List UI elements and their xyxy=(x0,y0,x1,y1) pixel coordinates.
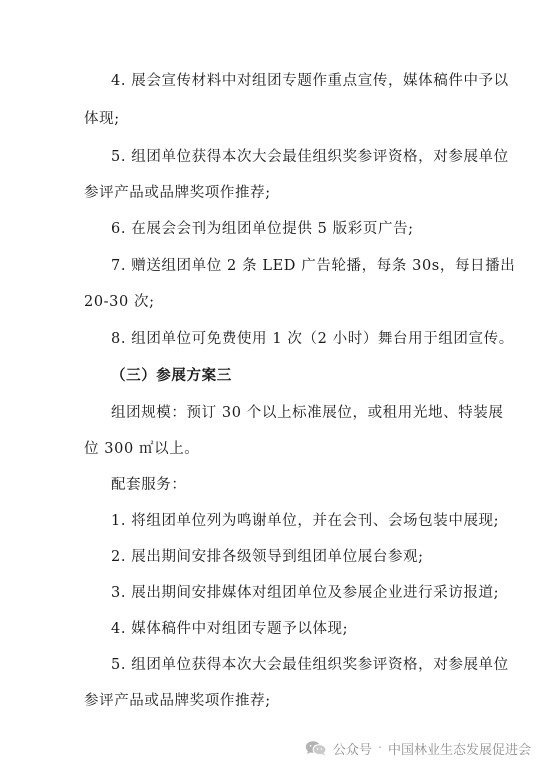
wechat-icon xyxy=(305,740,327,756)
doc-line-scale-cont: 位 300 ㎡以上。 xyxy=(84,441,200,457)
doc-line-service-5: 5. 组团单位获得本次大会最佳组织奖参评资格，对参展单位 xyxy=(111,657,509,673)
watermark-footer xyxy=(305,737,531,759)
footer-separator: · xyxy=(377,740,382,756)
footer-account-name: 中国林业生态发展促进会 xyxy=(387,742,531,758)
doc-line-item-5-cont: 参评产品或品牌奖项作推荐; xyxy=(84,185,271,201)
doc-line-service-2: 2. 展出期间安排各级领导到组团单位展台参观; xyxy=(111,549,424,565)
doc-line-item-7-cont: 20-30 次; xyxy=(84,294,155,310)
doc-line-services-label: 配套服务： xyxy=(111,477,187,493)
doc-line-item-4-cont: 体现; xyxy=(84,111,120,127)
doc-line-service-5-cont: 参评产品或品牌奖项作推荐; xyxy=(84,693,271,709)
doc-line-item-8: 8. 组团单位可免费使用 1 次（2 小时）舞台用于组团宣传。 xyxy=(111,331,514,347)
doc-line-item-7: 7. 赠送组团单位 2 条 LED 广告轮播，每条 30s，每日播出 xyxy=(111,258,516,274)
doc-line-item-4: 4. 展会宣传材料中对组团专题作重点宣传，媒体稿件中予以 xyxy=(111,73,509,89)
section-heading: （三）参展方案三 xyxy=(111,367,232,384)
doc-line-item-5: 5. 组团单位获得本次大会最佳组织奖参评资格，对参展单位 xyxy=(111,149,509,165)
doc-line-scale: 组团规模：预订 30 个以上标准展位，或租用光地、特装展 xyxy=(111,405,504,421)
doc-line-service-1: 1. 将组团单位列为鸣谢单位，并在会刊、会场包装中展现; xyxy=(111,513,500,529)
footer-account-label: 公众号 xyxy=(332,742,372,758)
doc-line-service-4: 4. 媒体稿件中对组团专题予以体现; xyxy=(111,621,349,637)
doc-line-item-6: 6. 在展会会刊为组团单位提供 5 版彩页广告; xyxy=(111,221,414,237)
doc-line-service-3: 3. 展出期间安排媒体对组团单位及参展企业进行采访报道; xyxy=(111,585,500,601)
